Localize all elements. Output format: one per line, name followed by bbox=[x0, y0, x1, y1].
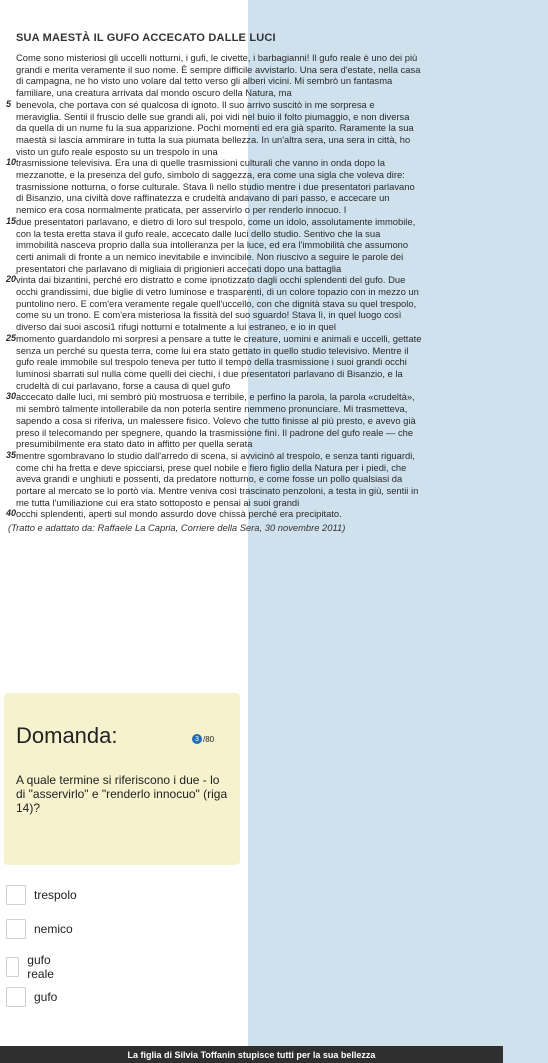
line-number bbox=[6, 181, 16, 193]
article-line bbox=[6, 122, 536, 134]
line-text: momento guardandolo mi sorpresi a pensare a tutte le creature, uomini e animali e uccelli, gettate bbox=[16, 332, 422, 344]
article-line bbox=[6, 473, 536, 485]
article-line bbox=[6, 181, 536, 193]
line-text: presumibilmente era stato dato in affitto per quella serata bbox=[16, 438, 253, 450]
line-number bbox=[6, 286, 16, 298]
line-number bbox=[6, 146, 16, 158]
line-text: vinta dai bizantini, perché ero distratto e come ipnotizzato dagli occhi splendenti del gufo. Due bbox=[16, 274, 406, 286]
article-line bbox=[6, 321, 536, 333]
article-line bbox=[6, 438, 536, 450]
article-title: SUA MAESTÀ IL GUFO ACCECATO DALLE LUCI bbox=[16, 32, 276, 44]
answer-checkbox[interactable] bbox=[6, 919, 26, 939]
line-text: immobilità nasceva proprio dalla sua intolleranza per la luce, ed era l'immobilità che assumono bbox=[16, 239, 409, 251]
line-text: familiare, una creatura arrivata dal mondo oscuro della Natura, ma bbox=[16, 87, 292, 99]
article-line bbox=[6, 52, 536, 64]
article-line bbox=[6, 356, 536, 368]
line-text: come chi ha fretta e deve spicciarsi, prese quel nobile e fiero figlio della Natura per i piedi, che bbox=[16, 461, 407, 473]
line-number bbox=[6, 356, 16, 368]
line-text: aveva grandi e unghiuti e possenti, da predatore notturno, e come fosse un pollo qualsiasi da bbox=[16, 473, 403, 485]
line-number bbox=[6, 239, 16, 251]
line-text: gufo reale immobile sul trespolo teneva per tutto il tempo della trasmissione i suoi grandi occhi bbox=[16, 356, 407, 368]
article-line bbox=[6, 111, 536, 123]
article-line bbox=[6, 239, 536, 251]
article-line bbox=[6, 368, 536, 380]
article-line bbox=[6, 298, 536, 310]
article-line bbox=[6, 192, 536, 204]
line-number bbox=[6, 403, 16, 415]
article-line bbox=[6, 99, 536, 111]
line-text: trasmissione notturna, o forse culturale. Stava lì nello studio mentre i due presentatori parlavano bbox=[16, 180, 415, 192]
article-line bbox=[6, 75, 536, 87]
question-text: A quale termine si riferiscono i due - lo di "asservirlo" e "renderlo innocuo" (riga 14)? bbox=[16, 773, 228, 815]
line-number bbox=[6, 75, 16, 87]
line-number bbox=[6, 228, 16, 240]
line-number: 40 bbox=[6, 508, 17, 519]
article-line bbox=[6, 391, 536, 403]
answer-checkbox[interactable] bbox=[6, 987, 26, 1007]
article-line bbox=[6, 274, 536, 286]
line-text: presentatori che parlavano di migliaia di prigionieri accecati dopo una battaglia bbox=[16, 262, 342, 274]
line-number: 15 bbox=[6, 215, 17, 226]
line-text: da quella di un nume fu la sua apparizione. Pochi momenti ed era già sparito. Raramente la sua bbox=[16, 122, 414, 134]
line-number bbox=[6, 111, 16, 123]
article-line bbox=[6, 169, 536, 181]
article-line bbox=[6, 427, 536, 439]
line-number bbox=[6, 204, 16, 216]
line-number bbox=[6, 462, 16, 474]
line-number bbox=[6, 87, 16, 99]
article-line bbox=[6, 403, 536, 415]
line-number: 10 bbox=[6, 157, 17, 168]
line-text: mentre sgombravano lo studio dall'arredo di scena, si avvicinò al trespolo, e senza tanti riguardi, bbox=[16, 449, 415, 461]
article-line bbox=[6, 251, 536, 263]
article-line bbox=[6, 216, 536, 228]
article-body bbox=[6, 52, 536, 520]
line-number bbox=[6, 309, 16, 321]
article-line bbox=[6, 497, 536, 509]
line-number bbox=[6, 497, 16, 509]
article-line bbox=[6, 286, 536, 298]
line-number bbox=[6, 122, 16, 134]
line-text: crudeltà di cui parlavano, forse a causa di quel gufo bbox=[16, 379, 231, 391]
answer-checkbox[interactable] bbox=[6, 885, 26, 905]
line-number: 30 bbox=[6, 391, 17, 402]
article-line bbox=[6, 415, 536, 427]
line-number bbox=[6, 134, 16, 146]
article-line bbox=[6, 333, 536, 345]
answer-label[interactable]: gufo reale bbox=[27, 953, 54, 981]
article-source: (Tratto e adattato da: Raffaele La Capria, Corriere della Sera, 30 novembre 2011) bbox=[8, 522, 346, 534]
line-number bbox=[6, 368, 16, 380]
article-line bbox=[6, 146, 536, 158]
line-text: meraviglia. Sentii il fruscio delle sue grandi ali, poi vidi nel buio il folto piumaggio, e non diversa bbox=[16, 110, 410, 122]
line-number bbox=[6, 192, 16, 204]
line-text: due presentatori parlavano, e dietro di loro sul trespolo, come un idolo, assolutamente immobile, bbox=[16, 215, 416, 227]
line-text: nemico era cosa normalmente praticata, per asservirlo o per renderlo innocuo. I bbox=[16, 204, 347, 216]
article-line bbox=[6, 228, 536, 240]
answer-option[interactable] bbox=[6, 987, 57, 1007]
line-text: me tutta l'umiliazione cui era stato sottoposto e pensai ai suoi grandi bbox=[16, 496, 300, 508]
line-number bbox=[6, 298, 16, 310]
answer-option[interactable] bbox=[6, 953, 61, 981]
article bbox=[6, 32, 536, 533]
line-text: mezzanotte, e la presenza del gufo, simbolo di saggezza, era come una sigla che voleva dire: bbox=[16, 169, 405, 181]
answer-label[interactable]: nemico bbox=[34, 922, 73, 936]
article-line bbox=[6, 380, 536, 392]
line-number: 35 bbox=[6, 449, 17, 460]
line-text: portare al mercato se lo portò via. Mentre veniva così trascinato penzoloni, a testa in giù, sentii in bbox=[16, 485, 419, 497]
line-number bbox=[6, 321, 16, 333]
article-line bbox=[6, 157, 536, 169]
line-text: di Bisanzio, una civiltà dove raffinatezza e crudeltà andavano di pari passo, e accecare un bbox=[16, 192, 390, 204]
article-line bbox=[6, 87, 536, 99]
question-heading: Domanda: bbox=[16, 723, 118, 748]
answer-checkbox[interactable] bbox=[6, 957, 19, 977]
line-number bbox=[6, 438, 16, 450]
line-text: sapendo a cosa si riferiva, un malessere fisico. Volevo che tutto finisse al più presto, e avevo già bbox=[16, 414, 416, 426]
line-number bbox=[6, 473, 16, 485]
line-number: 20 bbox=[6, 274, 17, 285]
answer-option[interactable] bbox=[6, 885, 77, 905]
answer-label[interactable]: trespolo bbox=[34, 888, 77, 902]
line-number bbox=[6, 64, 16, 76]
line-text: senza un perché su questa terra, come lui era stato gettato in quello studio televisivo. Mentre il bbox=[16, 344, 409, 356]
article-line bbox=[6, 485, 536, 497]
ad-banner[interactable]: La figlia di Silvia Toffanin stupisce tutti per la sua bellezza bbox=[0, 1046, 503, 1063]
line-number: 25 bbox=[6, 332, 17, 343]
line-number bbox=[6, 52, 16, 64]
line-text: maestà si lascia ammirare in tutta la sua piumata bellezza. In un'altra sera, una sera in città, ho bbox=[16, 133, 411, 145]
line-number bbox=[6, 380, 16, 392]
answer-option[interactable] bbox=[6, 919, 73, 939]
line-text: diverso dai suoi ascosi1 rifugi notturni e totalmente a lui estraneo, e io in quel bbox=[16, 321, 336, 333]
article-line bbox=[6, 309, 536, 321]
article-line bbox=[6, 345, 536, 357]
article-line bbox=[6, 263, 536, 275]
line-text: di campagna, ne ho visto uno volare dal tetto verso gli alberi vicini. Mi sembrò un fantasma bbox=[16, 75, 393, 87]
article-line bbox=[6, 204, 536, 216]
question-counter bbox=[192, 734, 214, 744]
article-line bbox=[6, 64, 536, 76]
question-number-icon: 3 bbox=[192, 734, 202, 744]
line-number bbox=[6, 415, 16, 427]
line-number: 5 bbox=[6, 98, 12, 109]
line-text: come su un trono. E com'era misteriosa la fissità del suo sguardo! Stava lì, in quel luogo così bbox=[16, 309, 402, 321]
line-text: luminosi sbarrati sul nulla come quelli dei ciechi, i due presentatori parlavano di Bisanzio, e la bbox=[16, 367, 403, 379]
article-line bbox=[6, 134, 536, 146]
line-number bbox=[6, 263, 16, 275]
line-text: grandi e merita veramente il suo nome. È sempre difficile avvistarlo. Una sera d'estate, nella casa bbox=[16, 63, 421, 75]
article-line bbox=[6, 450, 536, 462]
line-text: occhi splendenti, aperti sul mondo assurdo dove chissà perché era precipitato. bbox=[16, 508, 342, 520]
line-text: accecato dalle luci, mi sembrò più mostruosa e terribile, e perfino la parola, la parola «crudeltà», bbox=[16, 391, 415, 403]
article-line bbox=[6, 462, 536, 474]
question-total: /80 bbox=[203, 734, 215, 744]
line-text: visto un gufo reale esposto su un trespolo in una bbox=[16, 145, 218, 157]
article-line bbox=[6, 508, 536, 520]
line-number bbox=[6, 169, 16, 181]
line-text: mi sembrò talmente intollerabile da non poterla sentire nemmeno pronunciare. Mi trasmetteva, bbox=[16, 403, 408, 415]
line-text: puntolino nero. E com'era veramente regale quell'uccello, con che dignità stava su quel trespolo, bbox=[16, 297, 417, 309]
line-number bbox=[6, 485, 16, 497]
question-box bbox=[4, 693, 240, 865]
line-text: Come sono misteriosi gli uccelli notturni, i gufi, le civette, i barbagianni! Il gufo reale è uno dei più bbox=[16, 52, 418, 63]
line-number bbox=[6, 251, 16, 263]
line-number bbox=[6, 427, 16, 439]
line-text: certi animali di fronte a un nemico inevitabile e invincibile. Non riuscivo a seguire le parole dei bbox=[16, 250, 404, 262]
line-text: con la testa eretta stava il gufo reale, accecato dalle luci dello studio. Sentivo che la sua bbox=[16, 227, 381, 239]
line-text: occhi grandissimi, due biglie di vetro luminose e trasparenti, di un colore topazio con in mezzo un bbox=[16, 286, 419, 298]
line-number bbox=[6, 345, 16, 357]
line-text: preso il telecomando per spegnere, quando la trasmissione finì. Il padrone del gufo reale — che bbox=[16, 426, 414, 438]
line-text: trasmissione televisiva. Era una di quelle trasmissioni culturali che vanno in onda dopo la bbox=[16, 157, 385, 169]
answer-label[interactable]: gufo bbox=[34, 990, 58, 1004]
line-text: benevola, che portava con sé qualcosa di ignoto. Il suo arrivo suscitò in me sorpresa e bbox=[16, 98, 375, 110]
